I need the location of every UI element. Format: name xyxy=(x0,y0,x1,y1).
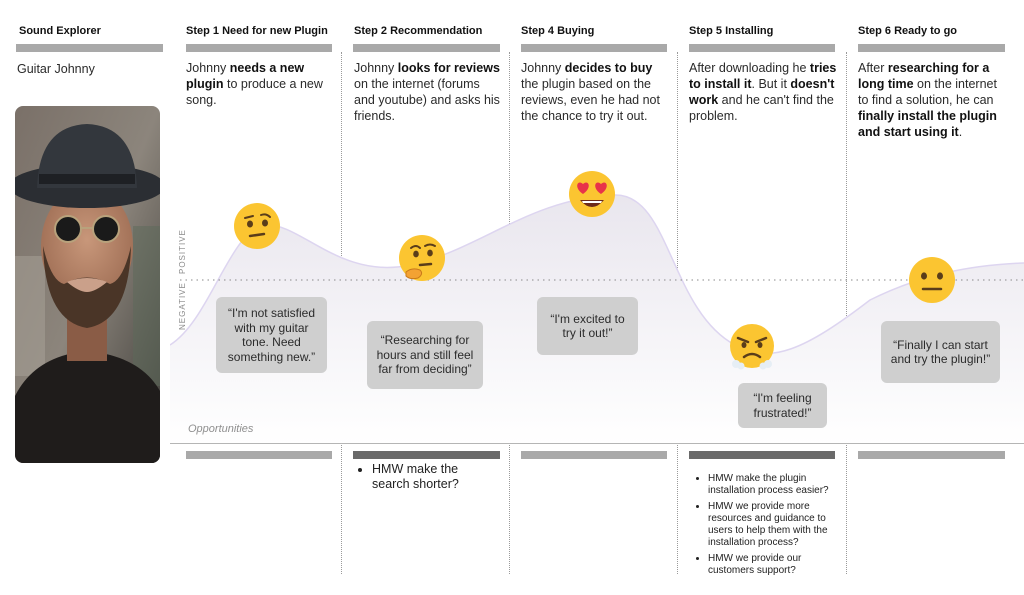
description-emphasis: finally install the plugin and start using it xyxy=(858,109,997,139)
angry-steam-face-icon xyxy=(728,322,776,370)
opportunities-label: Opportunities xyxy=(188,423,254,435)
persona-bar xyxy=(16,44,163,52)
neutral-face-icon xyxy=(908,256,956,304)
hmw-item: • HMW we provide our customers support? xyxy=(708,553,840,577)
description-emphasis: doesn't work xyxy=(689,77,835,107)
description-text: the plugin based on the reviews, even he had not the chance to try it out. xyxy=(521,77,660,123)
step-4-bar xyxy=(521,44,667,52)
description-emphasis: tries to install it xyxy=(689,61,837,91)
description-emphasis: decides to buy xyxy=(564,61,653,75)
step-4-quote: “I'm excited to try it out!” xyxy=(537,297,638,355)
opp-bar-1 xyxy=(186,451,332,459)
persona-name: Guitar Johnny xyxy=(17,62,95,76)
description-text: . xyxy=(958,125,963,139)
step-1-header: Step 1 Need for new Plugin xyxy=(186,25,328,37)
step-5-bar xyxy=(689,44,835,52)
step-4-description xyxy=(521,60,671,124)
description-emphasis: looks for reviews xyxy=(397,61,500,75)
step-6-bar xyxy=(858,44,1005,52)
hmw-item: • HMW we provide more resources and guidance to users to help them with the installation process? xyxy=(708,501,840,549)
step-2-quote: “Researching for hours and still feel far from deciding” xyxy=(367,321,483,389)
hmw-item: • HMW make the plugin installation process easier? xyxy=(708,473,840,497)
axis-negative-label: NEGATIVE xyxy=(178,282,187,330)
persona-photo xyxy=(15,106,160,463)
step-5-header: Step 5 Installing xyxy=(689,25,774,37)
step-6-description xyxy=(858,60,1008,140)
hmw-item: • HMW make the search shorter? xyxy=(372,462,498,492)
persona-title: Sound Explorer xyxy=(19,25,101,37)
axis-positive-label: POSITIVE xyxy=(178,229,187,274)
description-emphasis: researching for a long time xyxy=(858,61,990,91)
step-5-description xyxy=(689,60,839,124)
skeptical-face-icon xyxy=(233,202,281,250)
step-1-description xyxy=(186,60,336,108)
step-2-bar xyxy=(353,44,500,52)
description-text: Johnny xyxy=(186,61,230,75)
opportunities-divider xyxy=(170,443,1024,444)
description-text: . But it xyxy=(751,77,791,91)
description-text: to produce a new song. xyxy=(186,77,323,107)
step-5-quote: “I'm feeling frustrated!” xyxy=(738,383,827,428)
description-text: After xyxy=(858,61,888,75)
opp-bar-5 xyxy=(689,451,835,459)
description-text: on the internet (forums and youtube) and asks his friends. xyxy=(354,77,500,123)
opp-bar-4 xyxy=(521,451,667,459)
description-text: After downloading he xyxy=(689,61,810,75)
opp-bar-6 xyxy=(858,451,1005,459)
description-text: Johnny xyxy=(521,61,565,75)
step-4-header: Step 4 Buying xyxy=(521,25,595,37)
description-emphasis: needs a new plugin xyxy=(186,61,305,91)
thinking-face-icon xyxy=(398,234,446,282)
hmw-list-step-2 xyxy=(358,462,498,496)
step-6-quote: “Finally I can start and try the plugin!” xyxy=(881,321,1000,383)
hmw-list-step-5 xyxy=(694,473,840,581)
step-2-header: Step 2 Recommendation xyxy=(354,25,483,37)
step-6-header: Step 6 Ready to go xyxy=(858,25,958,37)
step-1-bar xyxy=(186,44,332,52)
step-1-quote: “I'm not satisfied with my guitar tone. Need something new.” xyxy=(216,297,327,373)
opp-bar-2 xyxy=(353,451,500,459)
heart-eyes-face-icon xyxy=(568,170,616,218)
description-text: and he can't find the problem. xyxy=(689,93,834,123)
description-text: on the internet to find a solution, he can xyxy=(858,77,997,107)
description-text: Johnny xyxy=(354,61,398,75)
step-2-description xyxy=(354,60,504,124)
